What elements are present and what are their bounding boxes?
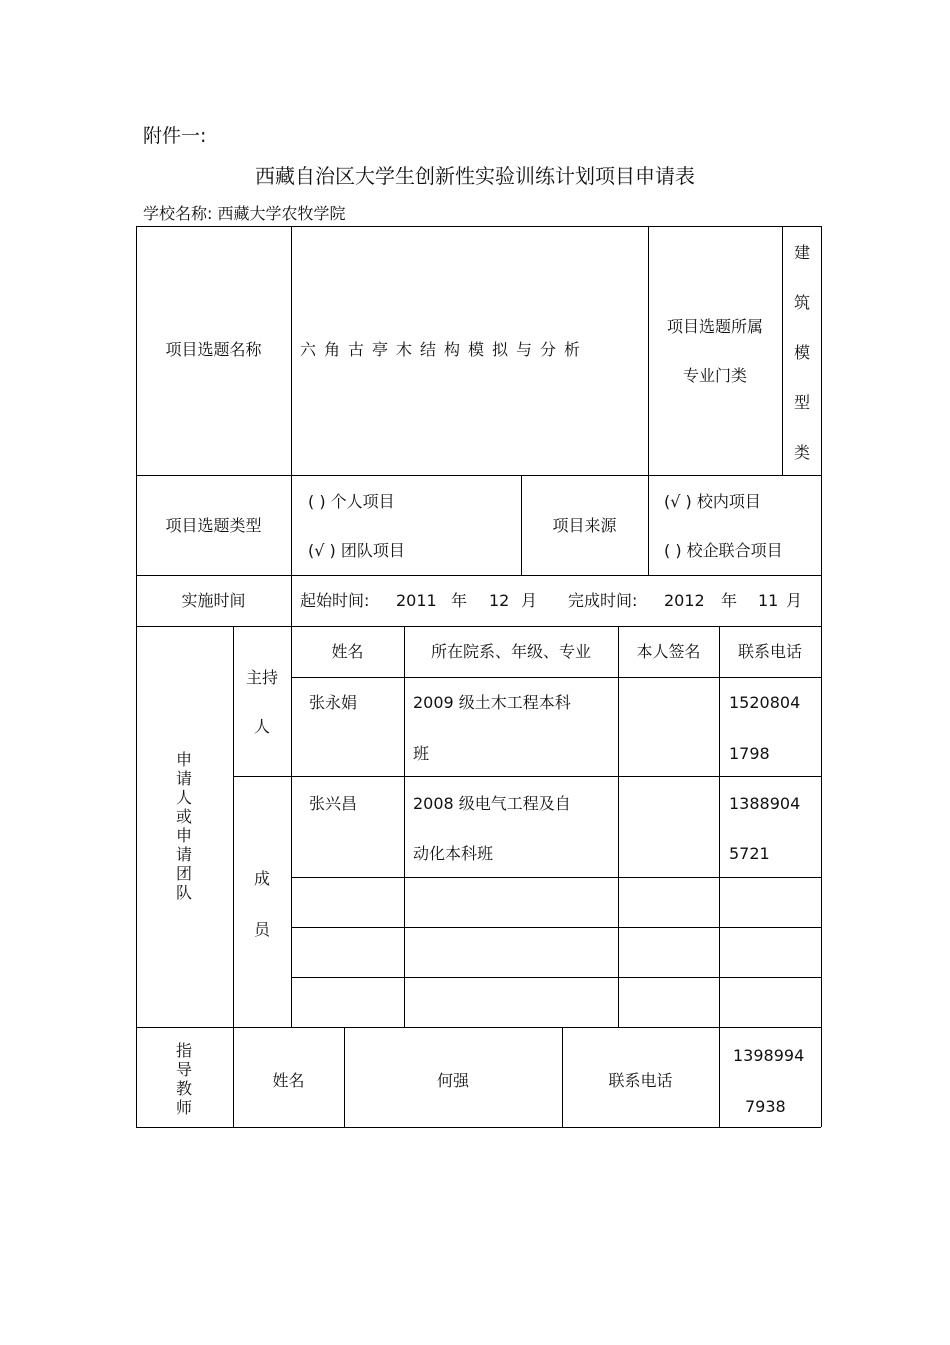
project-name-label: 项目选题名称: [165, 340, 262, 359]
group-char: 请: [175, 769, 192, 788]
category-label-line1: 项目选题所属: [666, 317, 763, 336]
source-option-enterprise: ( ) 校企联合项目: [664, 541, 783, 560]
member-department-line1: 2008 级电气工程及自: [413, 794, 571, 813]
advisor-phone-line2: 7938: [745, 1097, 786, 1116]
group-char: 申: [175, 826, 192, 845]
category-char: 模: [793, 343, 810, 362]
member-label-line2: 员: [253, 920, 270, 939]
advisor-char: 教: [175, 1079, 192, 1098]
host-phone-line2: 1798: [729, 744, 770, 763]
implementation-time-label: 实施时间: [181, 591, 246, 610]
group-char: 或: [175, 807, 192, 826]
attachment-label: 附件一:: [143, 125, 207, 147]
member-phone-line2: 5721: [729, 844, 770, 863]
group-char: 队: [175, 883, 192, 902]
group-char: 申: [175, 750, 192, 769]
end-time-label: 完成时间:: [568, 591, 638, 610]
end-year-unit: 年: [721, 591, 738, 610]
project-source-label: 项目来源: [552, 516, 617, 535]
group-char: 人: [175, 788, 192, 807]
category-char: 型: [793, 393, 810, 412]
advisor-char: 师: [175, 1098, 192, 1117]
start-year-unit: 年: [451, 591, 468, 610]
advisor-phone-label: 联系电话: [608, 1071, 673, 1090]
member-label-line1: 成: [253, 869, 270, 888]
type-option-individual: ( ) 个人项目: [308, 492, 395, 511]
member-phone-line1: 1388904: [729, 794, 801, 813]
host-department-line1: 2009 级土木工程本科: [413, 693, 571, 712]
category-char: 类: [793, 443, 810, 462]
category-label-line2: 专业门类: [682, 366, 747, 385]
host-name: 张永娟: [309, 693, 358, 712]
type-option-team: (√ ) 团队项目: [308, 541, 405, 560]
host-label-line1: 主持: [245, 668, 278, 687]
project-type-label: 项目选题类型: [165, 516, 262, 535]
start-time-label: 起始时间:: [300, 591, 370, 610]
advisor-name-label: 姓名: [272, 1071, 305, 1090]
end-month: 11: [758, 591, 779, 610]
start-month: 12: [489, 591, 510, 610]
end-month-unit: 月: [786, 591, 803, 610]
header-name: 姓名: [331, 642, 364, 661]
start-month-unit: 月: [521, 591, 538, 610]
advisor-phone-line1: 1398994: [733, 1046, 805, 1065]
advisor-char: 指: [175, 1041, 192, 1060]
host-phone-line1: 1520804: [729, 693, 801, 712]
source-option-school: (√ ) 校内项目: [664, 492, 761, 511]
advisor-char: 导: [175, 1060, 192, 1079]
group-char: 请: [175, 845, 192, 864]
header-signature: 本人签名: [636, 642, 701, 661]
end-year: 2012: [664, 591, 705, 610]
header-department: 所在院系、年级、专业: [430, 642, 591, 661]
start-year: 2011: [396, 591, 437, 610]
category-char: 建: [793, 243, 810, 262]
advisor-name: 何强: [436, 1071, 469, 1090]
project-name-value: 六角古亭木结构模拟与分析: [300, 340, 589, 359]
form-title: 西藏自治区大学生创新性实验训练计划项目申请表: [255, 164, 695, 188]
header-phone: 联系电话: [737, 642, 802, 661]
member-department-line2: 动化本科班: [413, 844, 494, 863]
school-name: 学校名称: 西藏大学农牧学院: [143, 204, 346, 223]
group-char: 团: [175, 864, 192, 883]
member-name: 张兴昌: [309, 794, 358, 813]
host-label-line2: 人: [253, 717, 270, 736]
category-char: 筑: [793, 293, 810, 312]
host-department-line2: 班: [413, 744, 430, 763]
